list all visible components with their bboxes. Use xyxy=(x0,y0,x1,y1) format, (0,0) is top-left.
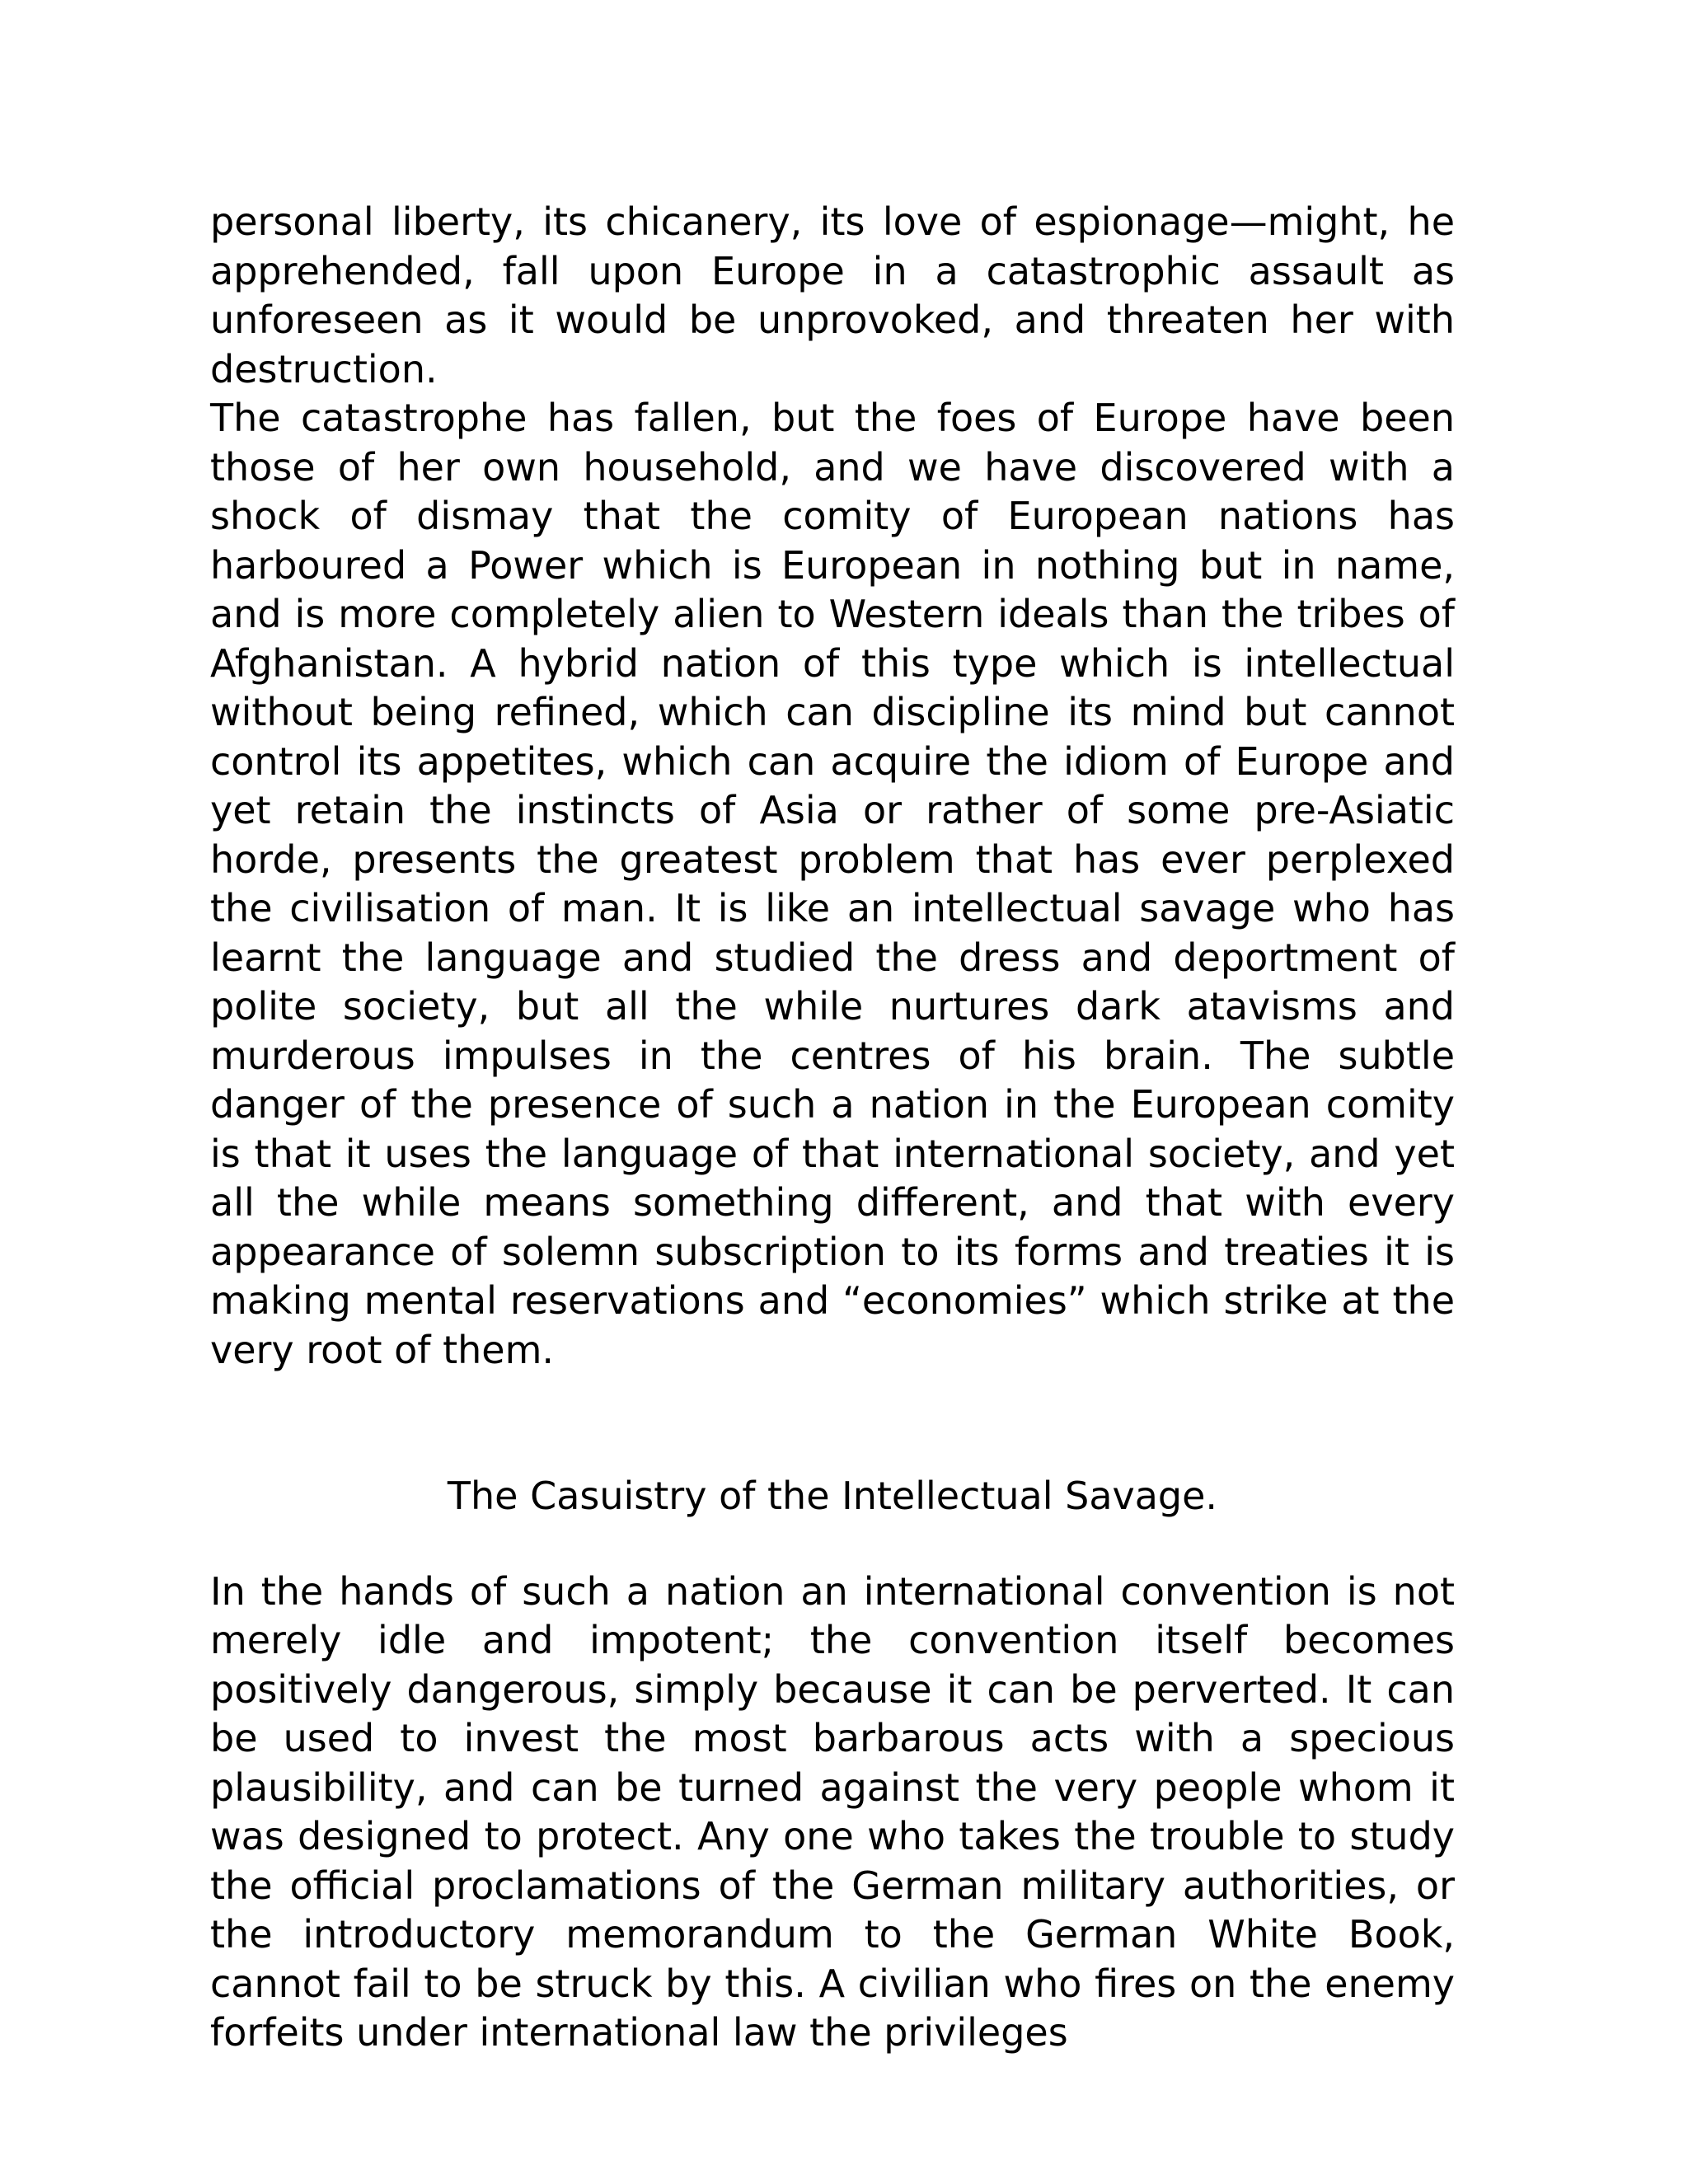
document-page xyxy=(210,198,1455,2058)
paragraph-continuation: personal liberty, its chicanery, its love of espionage—might, he apprehended, fall upon Europe in a catastrophic assault as unforeseen as it would be unprovoked, and threaten her with destruction. xyxy=(210,199,1455,391)
paragraph-catastrophe: The catastrophe has fallen, but the foes of Europe have been those of her own household, and we have discovered with a shock of dismay that the comity of European nations has harboured a Power which is European in nothing but in name, and is more completely alien to Western ideals than the tribes of Afghanistan. A hybrid nation of this type which is intellectual without being refined, which can discipline its mind but cannot control its appetites, which can acquire the idiom of Europe and yet retain the instincts of Asia or rather of some pre-Asiatic horde, presents the greatest problem that has ever perplexed the civilisation of man. It is like an intellectual savage who has learnt the language and studied the dress and deportment of polite society, but all the while nurtures dark atavisms and murderous impulses in the centres of his brain. The subtle danger of the presence of such a nation in the European comity is that it uses the language of that international society, and yet all the while means something different, and that with every appearance of solemn subscription to its forms and treaties it is making mental reservations and “economies” which strike at the very root of them. xyxy=(210,396,1455,1372)
section-heading: The Casuistry of the Intellectual Savage. xyxy=(447,1474,1218,1518)
paragraph-convention: In the hands of such a nation an international convention is not merely idle and impotent; the convention itself becomes positively dangerous, simply because it can be perverted. It can be used to invest the most barbarous acts with a specious plausibility, and can be turned against the very people whom it was designed to protect. Any one who takes the trouble to study the official proclamations of the German military authorities, or the introductory memorandum to the German White Book, cannot fail to be struck by this. A civilian who fires on the enemy forfeits under international law the privileges xyxy=(210,1568,1455,2055)
